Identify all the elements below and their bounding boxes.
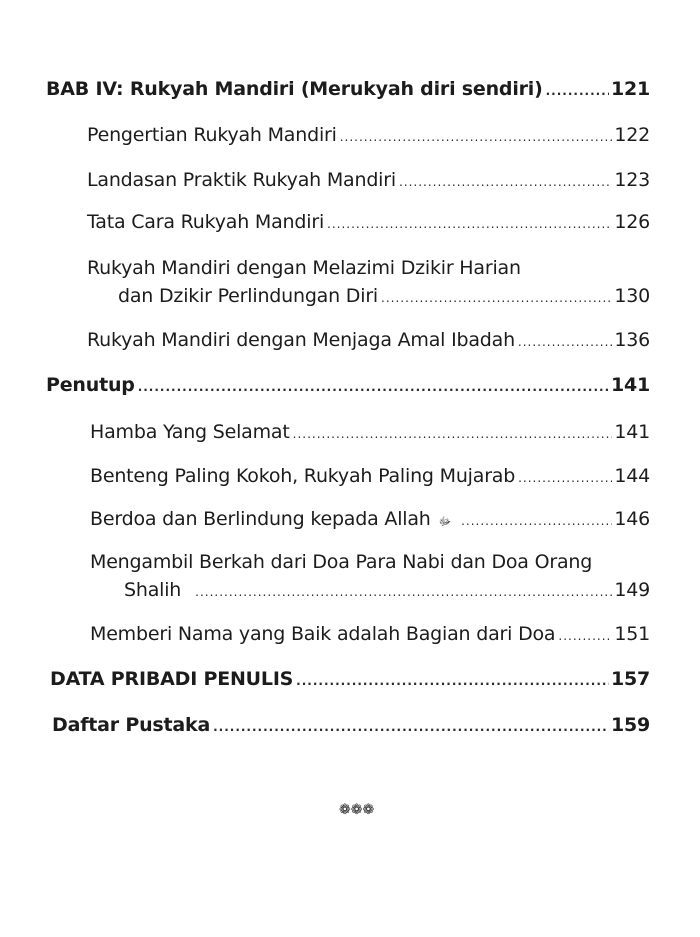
toc-entry-title: Benteng Paling Kokoh, Rukyah Paling Mujarab — [90, 465, 516, 487]
toc-entry-title: Rukyah Mandiri dengan Menjaga Amal Ibadah — [87, 329, 515, 351]
toc-entry-bab-iv — [46, 78, 650, 100]
honorific-glyph: ﷻ — [438, 515, 452, 528]
leader-dots — [558, 629, 612, 643]
leader-dots — [293, 427, 613, 441]
toc-entry-page: 126 — [614, 211, 650, 233]
toc-entry-title: Tata Cara Rukyah Mandiri — [87, 211, 325, 233]
toc-entry-penutup — [46, 374, 650, 396]
toc-entry-title: DATA PRIBADI PENULIS — [50, 668, 294, 690]
toc-entry-title: dan Dzikir Perlindungan Diri — [118, 285, 379, 307]
toc-entry-berkah — [124, 579, 650, 601]
toc-entry-title: Landasan Praktik Rukyah Mandiri — [87, 169, 396, 191]
toc-entry-landasan — [87, 169, 650, 191]
toc-entry-dzikir — [118, 285, 650, 307]
toc-entry-page: 157 — [610, 668, 650, 690]
leader-dots — [340, 130, 613, 144]
toc-entry-page: 141 — [610, 374, 650, 396]
toc-entry-page: 159 — [610, 714, 650, 736]
toc-entry-amal-ibadah — [87, 329, 650, 351]
toc-entry-hamba — [90, 421, 650, 443]
leader-dots — [138, 380, 609, 394]
toc-entry-page: 136 — [614, 329, 650, 351]
toc-entry-benteng — [90, 465, 650, 487]
toc-entry-title: Penutup — [46, 374, 135, 396]
toc-entry-title: BAB IV: Rukyah Mandiri (Merukyah diri sendiri) — [46, 78, 543, 100]
flower-ornament: ❁❁❁ — [339, 802, 375, 818]
leader-dots — [213, 720, 609, 734]
leader-dots — [327, 217, 612, 231]
leader-dots — [381, 291, 612, 305]
toc-entry-page: 141 — [614, 421, 650, 443]
toc-entry-title: Daftar Pustaka — [52, 714, 211, 736]
toc-entry-pengertian — [87, 124, 650, 146]
toc-entry-page: 122 — [614, 124, 650, 146]
toc-entry-tata-cara — [87, 211, 650, 233]
leader-dots — [296, 674, 609, 688]
leader-dots — [399, 175, 612, 189]
toc-entry-title: Hamba Yang Selamat — [90, 421, 290, 443]
toc-entry-page: 130 — [614, 285, 650, 307]
toc-entry-dzikir-line1: Rukyah Mandiri dengan Melazimi Dzikir Harian — [87, 257, 521, 279]
leader-dots — [518, 335, 612, 349]
toc-entry-title: Shalih — [124, 579, 182, 601]
toc-entry-title: Memberi Nama yang Baik adalah Bagian dari Doa — [90, 623, 556, 645]
toc-entry-berkah-line1: Mengambil Berkah dari Doa Para Nabi dan Doa Orang — [90, 551, 593, 573]
leader-dots — [195, 585, 612, 599]
toc-entry-page: 151 — [614, 623, 650, 645]
toc-entry-daftar-pustaka — [52, 714, 650, 736]
toc-entry-page: 149 — [614, 579, 650, 601]
toc-entry-title: Berdoa dan Berlindung kepada Allah — [90, 508, 431, 530]
toc-entry-nama-baik — [90, 623, 650, 645]
toc-entry-page: 123 — [614, 169, 650, 191]
toc-entry-berdoa — [90, 508, 650, 531]
toc-entry-page: 146 — [614, 508, 650, 530]
toc-entry-data-pribadi — [50, 668, 650, 690]
toc-entry-page: 144 — [614, 465, 650, 487]
toc-entry-title: Pengertian Rukyah Mandiri — [87, 124, 337, 146]
leader-dots — [546, 84, 609, 98]
leader-dots — [461, 514, 612, 528]
toc-entry-page: 121 — [610, 78, 650, 100]
leader-dots — [518, 471, 612, 485]
